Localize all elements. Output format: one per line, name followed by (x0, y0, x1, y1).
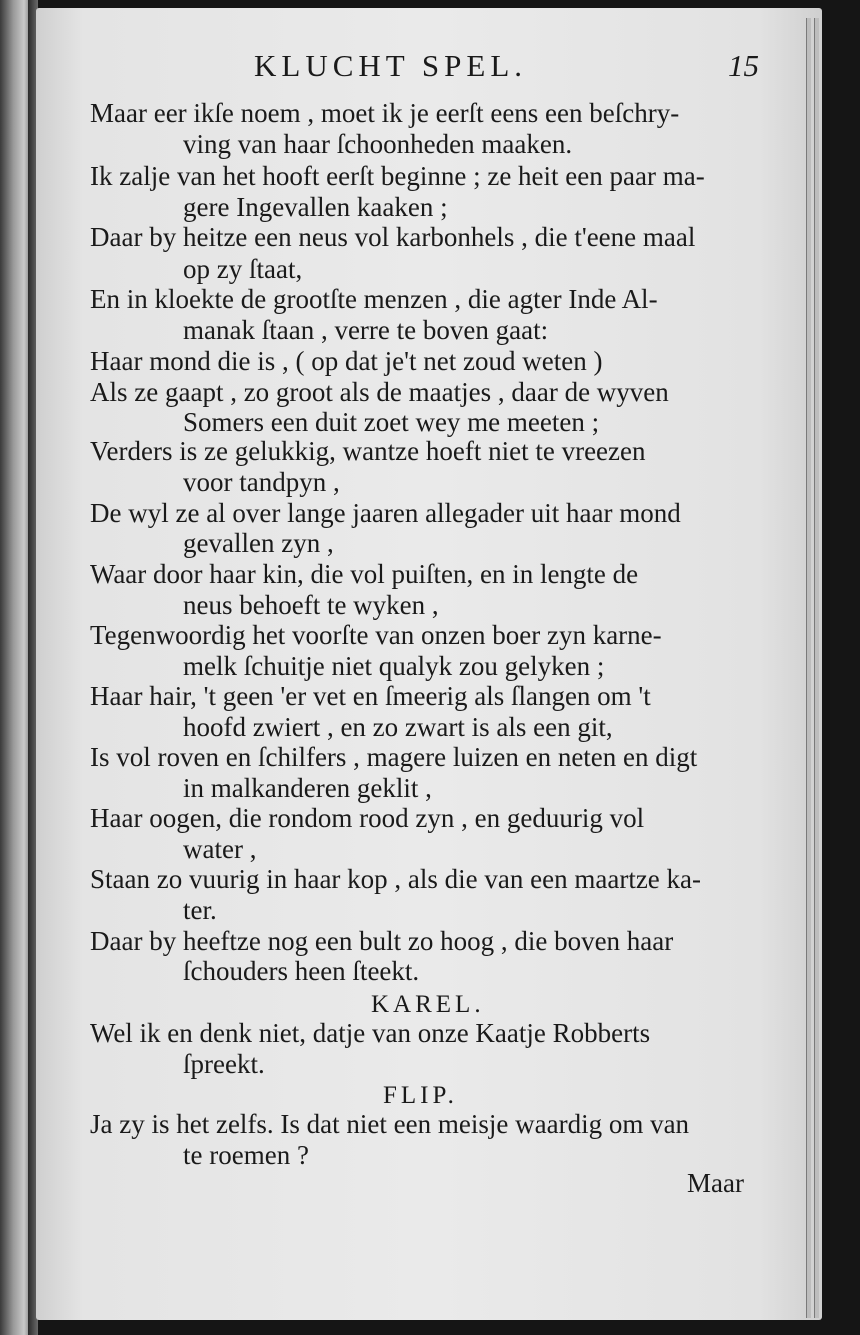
text-line: neus behoeft te wyken , (183, 590, 439, 620)
text-line: ter. (183, 895, 217, 925)
text-line: Somers een duit zoet wey me meeten ; (183, 407, 600, 437)
page-number: 15 (728, 48, 759, 83)
text-line: gevallen zyn , (183, 528, 334, 558)
page-text (36, 8, 822, 1320)
text-line: Haar hair, 't geen 'er vet en ſmeerig als ſlangen om 't (90, 681, 651, 711)
text-line: Tegenwoordig het voorſte van onzen boer zyn karne- (90, 620, 662, 650)
catchword: Maar (687, 1168, 744, 1198)
text-line: Waar door haar kin, die vol puiſten, en in lengte de (90, 559, 639, 589)
text-line: ſchouders heen ſteekt. (183, 956, 420, 986)
text-line: En in kloekte de grootſte menzen , die agter Inde Al- (90, 284, 658, 314)
text-line: Daar by heitze een neus vol karbonhels , die t'eene maal (90, 222, 696, 252)
text-line: Wel ik en denk niet, datje van onze Kaatje Robberts (90, 1018, 651, 1048)
text-line: voor tandpyn , (183, 467, 340, 497)
text-line: gere Ingevallen kaaken ; (183, 192, 448, 222)
text-line: Ik zalje van het hooft eerſt beginne ; ze heit een paar ma- (90, 161, 705, 191)
text-line: melk ſchuitje niet qualyk zou gelyken ; (183, 651, 605, 681)
text-line: Haar mond die is , ( op dat je't net zoud weten ) (90, 346, 603, 376)
text-line: Ja zy is het zelfs. Is dat niet een meisje waardig om van (90, 1109, 690, 1139)
text-line: Verders is ze gelukkig, wantze hoeft niet te vreezen (90, 436, 646, 466)
text-line: Als ze gaapt , zo groot als de maatjes , daar de wyven (90, 377, 669, 407)
speaker-name: FLIP. (383, 1082, 458, 1109)
text-line: manak ſtaan , verre te boven gaat: (183, 315, 549, 345)
text-line: te roemen ? (183, 1140, 309, 1170)
text-line: in malkanderen geklit , (183, 773, 432, 803)
text-line: op zy ſtaat, (183, 254, 303, 284)
text-line: hoofd zwiert , en zo zwart is als een git, (183, 712, 613, 742)
speaker-name: KAREL. (371, 991, 485, 1018)
text-line: Maar eer ikſe noem , moet ik je eerſt eens een beſchry- (90, 98, 680, 128)
text-line: Haar oogen, die rondom rood zyn , en geduurig vol (90, 803, 645, 833)
facing-page-edge (0, 0, 30, 1335)
page-sheet (36, 8, 822, 1320)
text-line: ving van haar ſchoonheden maaken. (183, 129, 573, 159)
running-head: KLUCHT SPEL. (254, 48, 528, 83)
text-line: ſpreekt. (183, 1049, 265, 1079)
text-line: Staan zo vuurig in haar kop , als die van een maartze ka- (90, 864, 702, 894)
text-line: Daar by heeftze nog een bult zo hoog , die boven haar (90, 926, 674, 956)
text-line: Is vol roven en ſchilfers , magere luizen en neten en digt (90, 742, 698, 772)
text-line: water , (183, 834, 257, 864)
text-line: De wyl ze al over lange jaaren allegader uit haar mond (90, 498, 681, 528)
